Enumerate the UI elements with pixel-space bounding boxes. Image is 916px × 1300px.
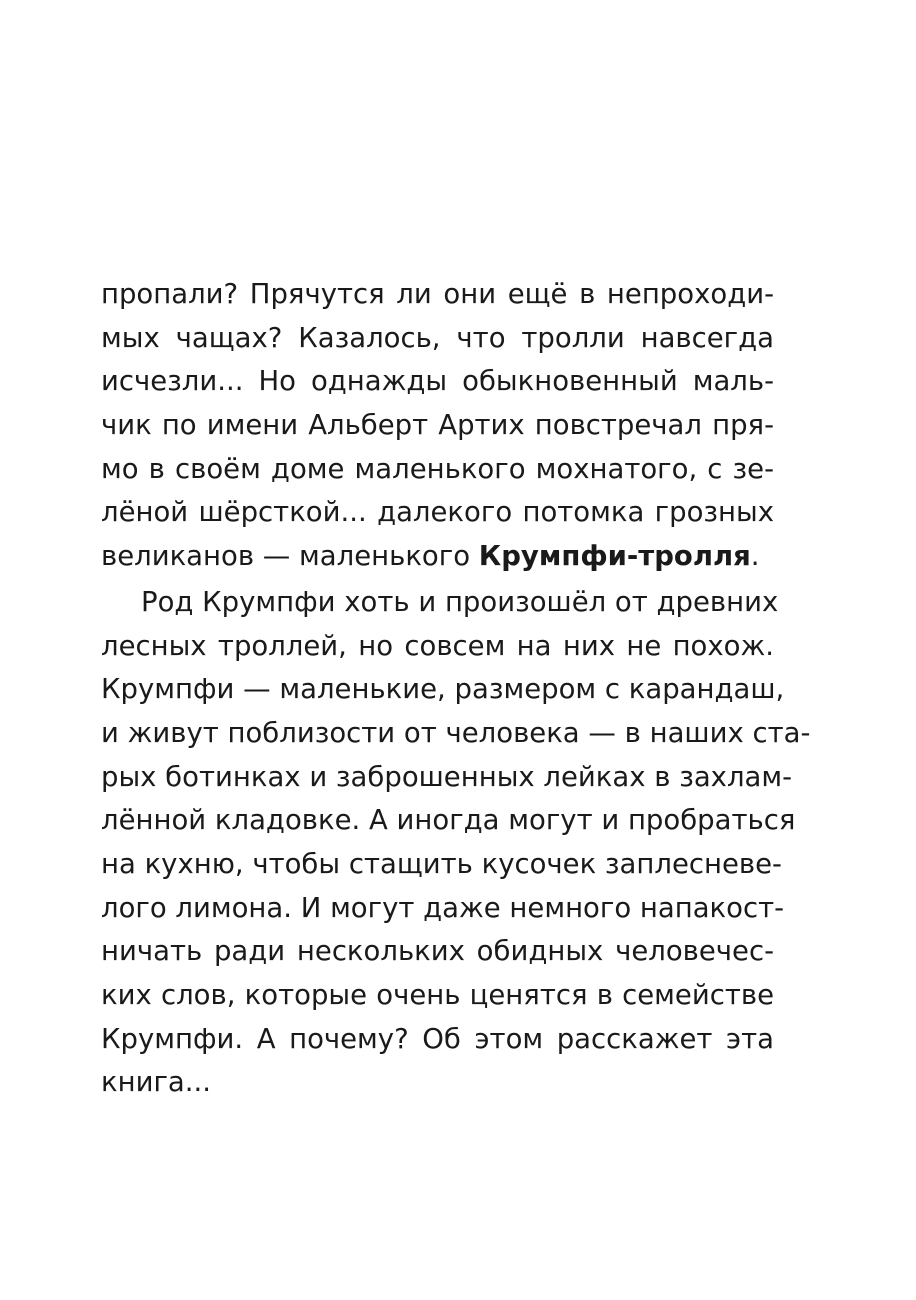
text-line: ничать ради нескольких обидных человечес- (101, 935, 774, 968)
text-line: лесных троллей, но совсем на них не похож. (101, 629, 774, 662)
text-fragment: . (750, 540, 760, 573)
text-line: мых чащах? Казалось, что тролли навсегда (101, 321, 774, 354)
paragraph-2 (101, 581, 811, 1105)
text-line-indented: Род Крумпфи хоть и произошёл от древних (141, 585, 779, 618)
text-line: и живут поблизости от человека — в наших ста- (101, 716, 811, 749)
paragraph-1 (101, 273, 774, 579)
text-line: Крумпфи. А почему? Об этом расскажет эта (101, 1022, 774, 1055)
text-line: лого лимона. И могут даже немного напакост- (101, 891, 785, 924)
text-line: лёной шёрсткой... далекого потомка грозных (101, 496, 774, 529)
text-line: исчезли... Но однажды обыкновенный маль- (101, 365, 774, 398)
text-line: рых ботинках и заброшенных лейках в захлам- (101, 760, 793, 793)
text-line-last (101, 535, 774, 579)
text-line: пропали? Прячутся ли они ещё в непроходи- (101, 278, 774, 310)
text-line: мо в своём доме маленького мохнатого, с зе- (101, 452, 774, 485)
text-line-last: книга... (101, 1066, 211, 1099)
text-fragment: великанов — маленького (101, 540, 479, 573)
bold-title-term: Крумпфи-тролля (478, 540, 751, 573)
text-line: ких слов, которые очень ценятся в семействе (101, 979, 774, 1011)
text-line: чик по имени Альберт Артих повстречал пря- (101, 409, 774, 442)
text-line: Крумпфи — маленькие, размером с карандаш, (101, 673, 785, 706)
text-line: на кухню, чтобы стащить кусочек заплесневе- (101, 847, 782, 880)
text-line: лённой кладовке. А иногда могут и пробраться (101, 804, 796, 837)
body-text (101, 273, 811, 1105)
